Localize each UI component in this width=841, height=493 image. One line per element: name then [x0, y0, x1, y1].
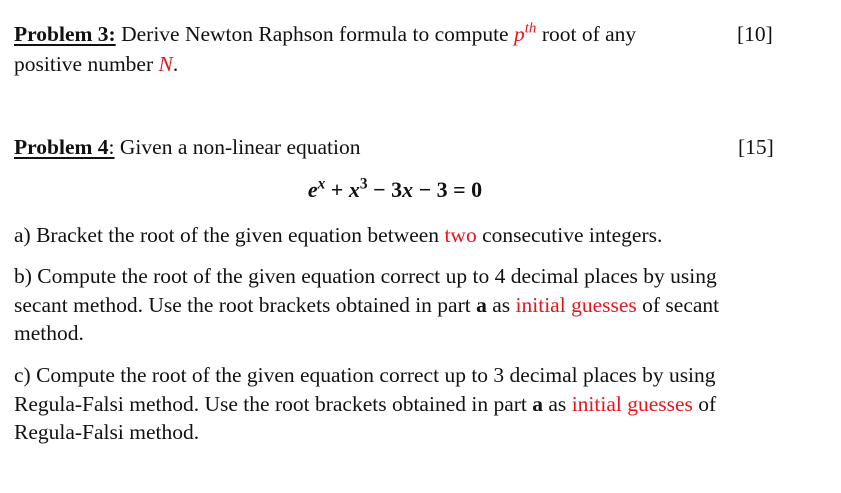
- eq-minus-3: − 3: [367, 177, 403, 202]
- part-b-text-1: secant method. Use the root brackets obtained in part: [14, 293, 477, 317]
- problem-3-text-line-2: positive number: [14, 52, 159, 76]
- problem-3-line-1: [14, 20, 636, 48]
- part-c-text-1: Regula-Falsi method. Use the root brackets obtained in part: [14, 392, 533, 416]
- p-symbol-letter: p: [513, 22, 525, 46]
- problem-3-label: Problem 3:: [14, 22, 116, 46]
- part-c-line-2: [14, 390, 716, 418]
- part-c-line-1: c) Compute the root of the given equation correct up to 3 decimal places by using: [14, 363, 716, 387]
- part-c-line-3: Regula-Falsi method.: [14, 420, 200, 444]
- problem-4-marks: [15]: [738, 135, 774, 159]
- part-b-text-2: as: [486, 293, 516, 317]
- eq-var-x: x: [348, 177, 360, 202]
- problem-3-text-2: root of any: [536, 22, 637, 46]
- eq-tail: − 3 = 0: [413, 177, 483, 202]
- problem-3-line-2: [14, 50, 178, 78]
- problem-3-marks: [10]: [737, 22, 773, 46]
- problem-3-text-1: Derive Newton Raphson formula to compute: [115, 22, 514, 46]
- problem-4-colon: :: [108, 135, 115, 159]
- eq-exp-3: 3: [359, 175, 368, 193]
- part-b-highlight: initial guesses: [515, 293, 637, 317]
- part-a-text-2: consecutive integers.: [476, 223, 663, 247]
- n-symbol: N: [158, 52, 173, 76]
- eq-base-e: e: [307, 177, 318, 202]
- part-a-text-1: a) Bracket the root of the given equation between: [14, 223, 445, 247]
- problem-4-intro: Given a non-linear equation: [114, 135, 361, 159]
- part-a-highlight: two: [444, 223, 477, 247]
- part-b-line-1: b) Compute the root of the given equation correct up to 4 decimal places by using: [14, 264, 717, 288]
- th-superscript: th: [524, 20, 537, 37]
- problem-3-period: .: [172, 52, 179, 76]
- eq-var-x2: x: [402, 177, 414, 202]
- problem-4-label: Problem 4: [14, 135, 109, 159]
- part-c-text-2: as: [543, 392, 572, 416]
- part-c-highlight: initial guesses: [571, 392, 693, 416]
- part-a: [14, 221, 662, 249]
- eq-exp-x: x: [317, 175, 326, 193]
- part-c-bold-a: a: [532, 392, 544, 416]
- part-b-line-3: method.: [14, 321, 84, 345]
- part-c-text-3: of: [692, 392, 717, 416]
- problem-4-heading: [14, 133, 361, 161]
- part-b-bold-a: a: [476, 293, 487, 317]
- eq-plus: +: [325, 177, 349, 202]
- part-b-line-2: [14, 291, 719, 319]
- equation: [0, 175, 790, 205]
- part-b-text-3: of secant: [636, 293, 720, 317]
- p-symbol: [514, 22, 536, 46]
